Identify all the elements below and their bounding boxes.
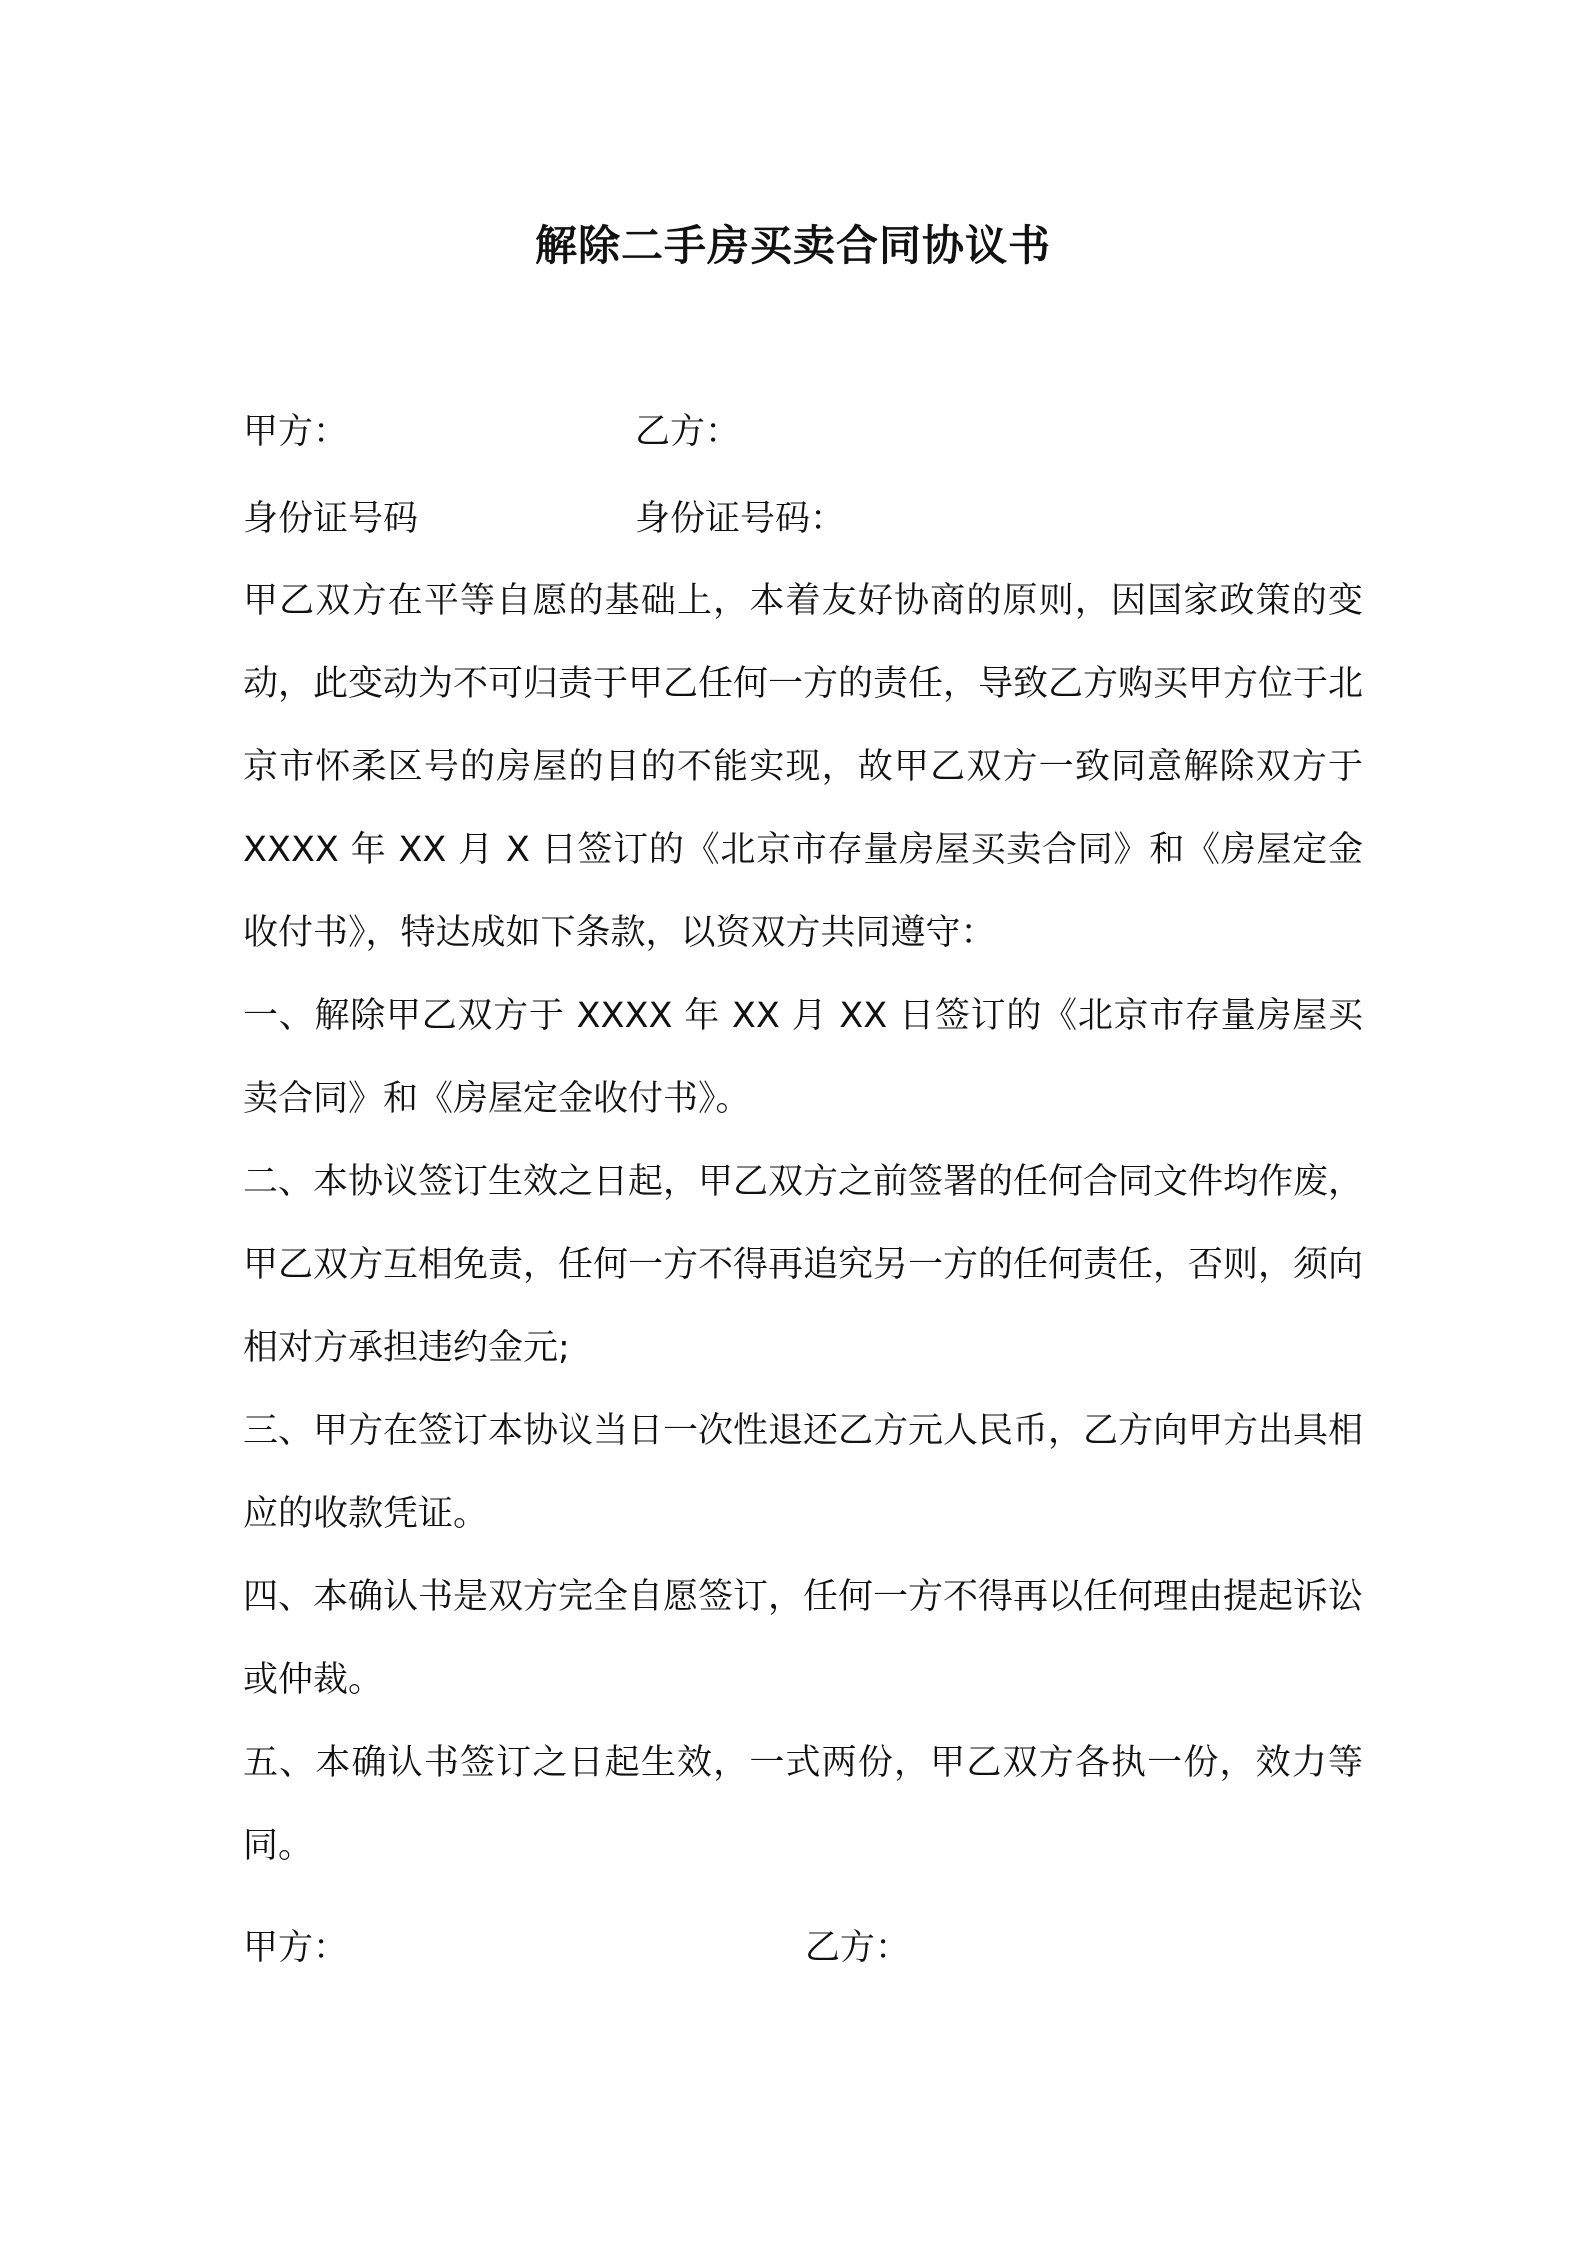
document-title: 解除二手房买卖合同协议书 [534,221,1051,270]
footer-party-row [243,1923,1363,1973]
document-body [243,560,1363,1888]
header-party-row [243,407,1363,457]
id-number-row [243,494,1363,544]
party-b-label: 乙方： [635,412,741,452]
clause-3: 三、甲方在签订本协议当日一次性退还乙方元人民币，乙方向甲方出具相应的收款凭证。 [243,1411,1364,1534]
clause-5: 五、本确认书签订之日起生效，一式两份，甲乙双方各执一份，效力等同。 [243,1743,1363,1866]
party-b-id-label: 身份证号码： [635,499,846,539]
footer-party-b-label: 乙方： [805,1928,911,1968]
party-a-id-label: 身份证号码 [243,499,419,539]
clause-2: 二、本协议签订生效之日起，甲乙双方之前签署的任何合同文件均作废，甲乙双方互相免责，任何一方不得再追究另一方的任何责任，否则，须向相对方承担违约金元; [243,1162,1364,1368]
clause-4: 四、本确认书是双方完全自愿签订，任何一方不得再以任何理由提起诉讼或仲裁。 [243,1577,1364,1700]
footer-party-a-label: 甲方： [243,1928,349,1968]
party-a-label: 甲方： [243,412,349,452]
intro-paragraph: 甲乙双方在平等自愿的基础上，本着友好协商的原则，因国家政策的变动，此变动为不可归责于甲乙任何一方的责任，导致乙方购买甲方位于北京市怀柔区号的房屋的目的不能实现，故甲乙双方一致同意解除双方于 XXXX 年 XX 月 X 日签订的《北京市存量房屋买卖合同》和《房屋定金收付书》，特达成如下条款，以资双方共同遵守： [243,581,1364,953]
clause-1: 一、解除甲乙双方于 XXXX 年 XX 月 XX 日签订的《北京市存量房屋买卖合同》和《房屋定金收付书》。 [243,996,1363,1119]
